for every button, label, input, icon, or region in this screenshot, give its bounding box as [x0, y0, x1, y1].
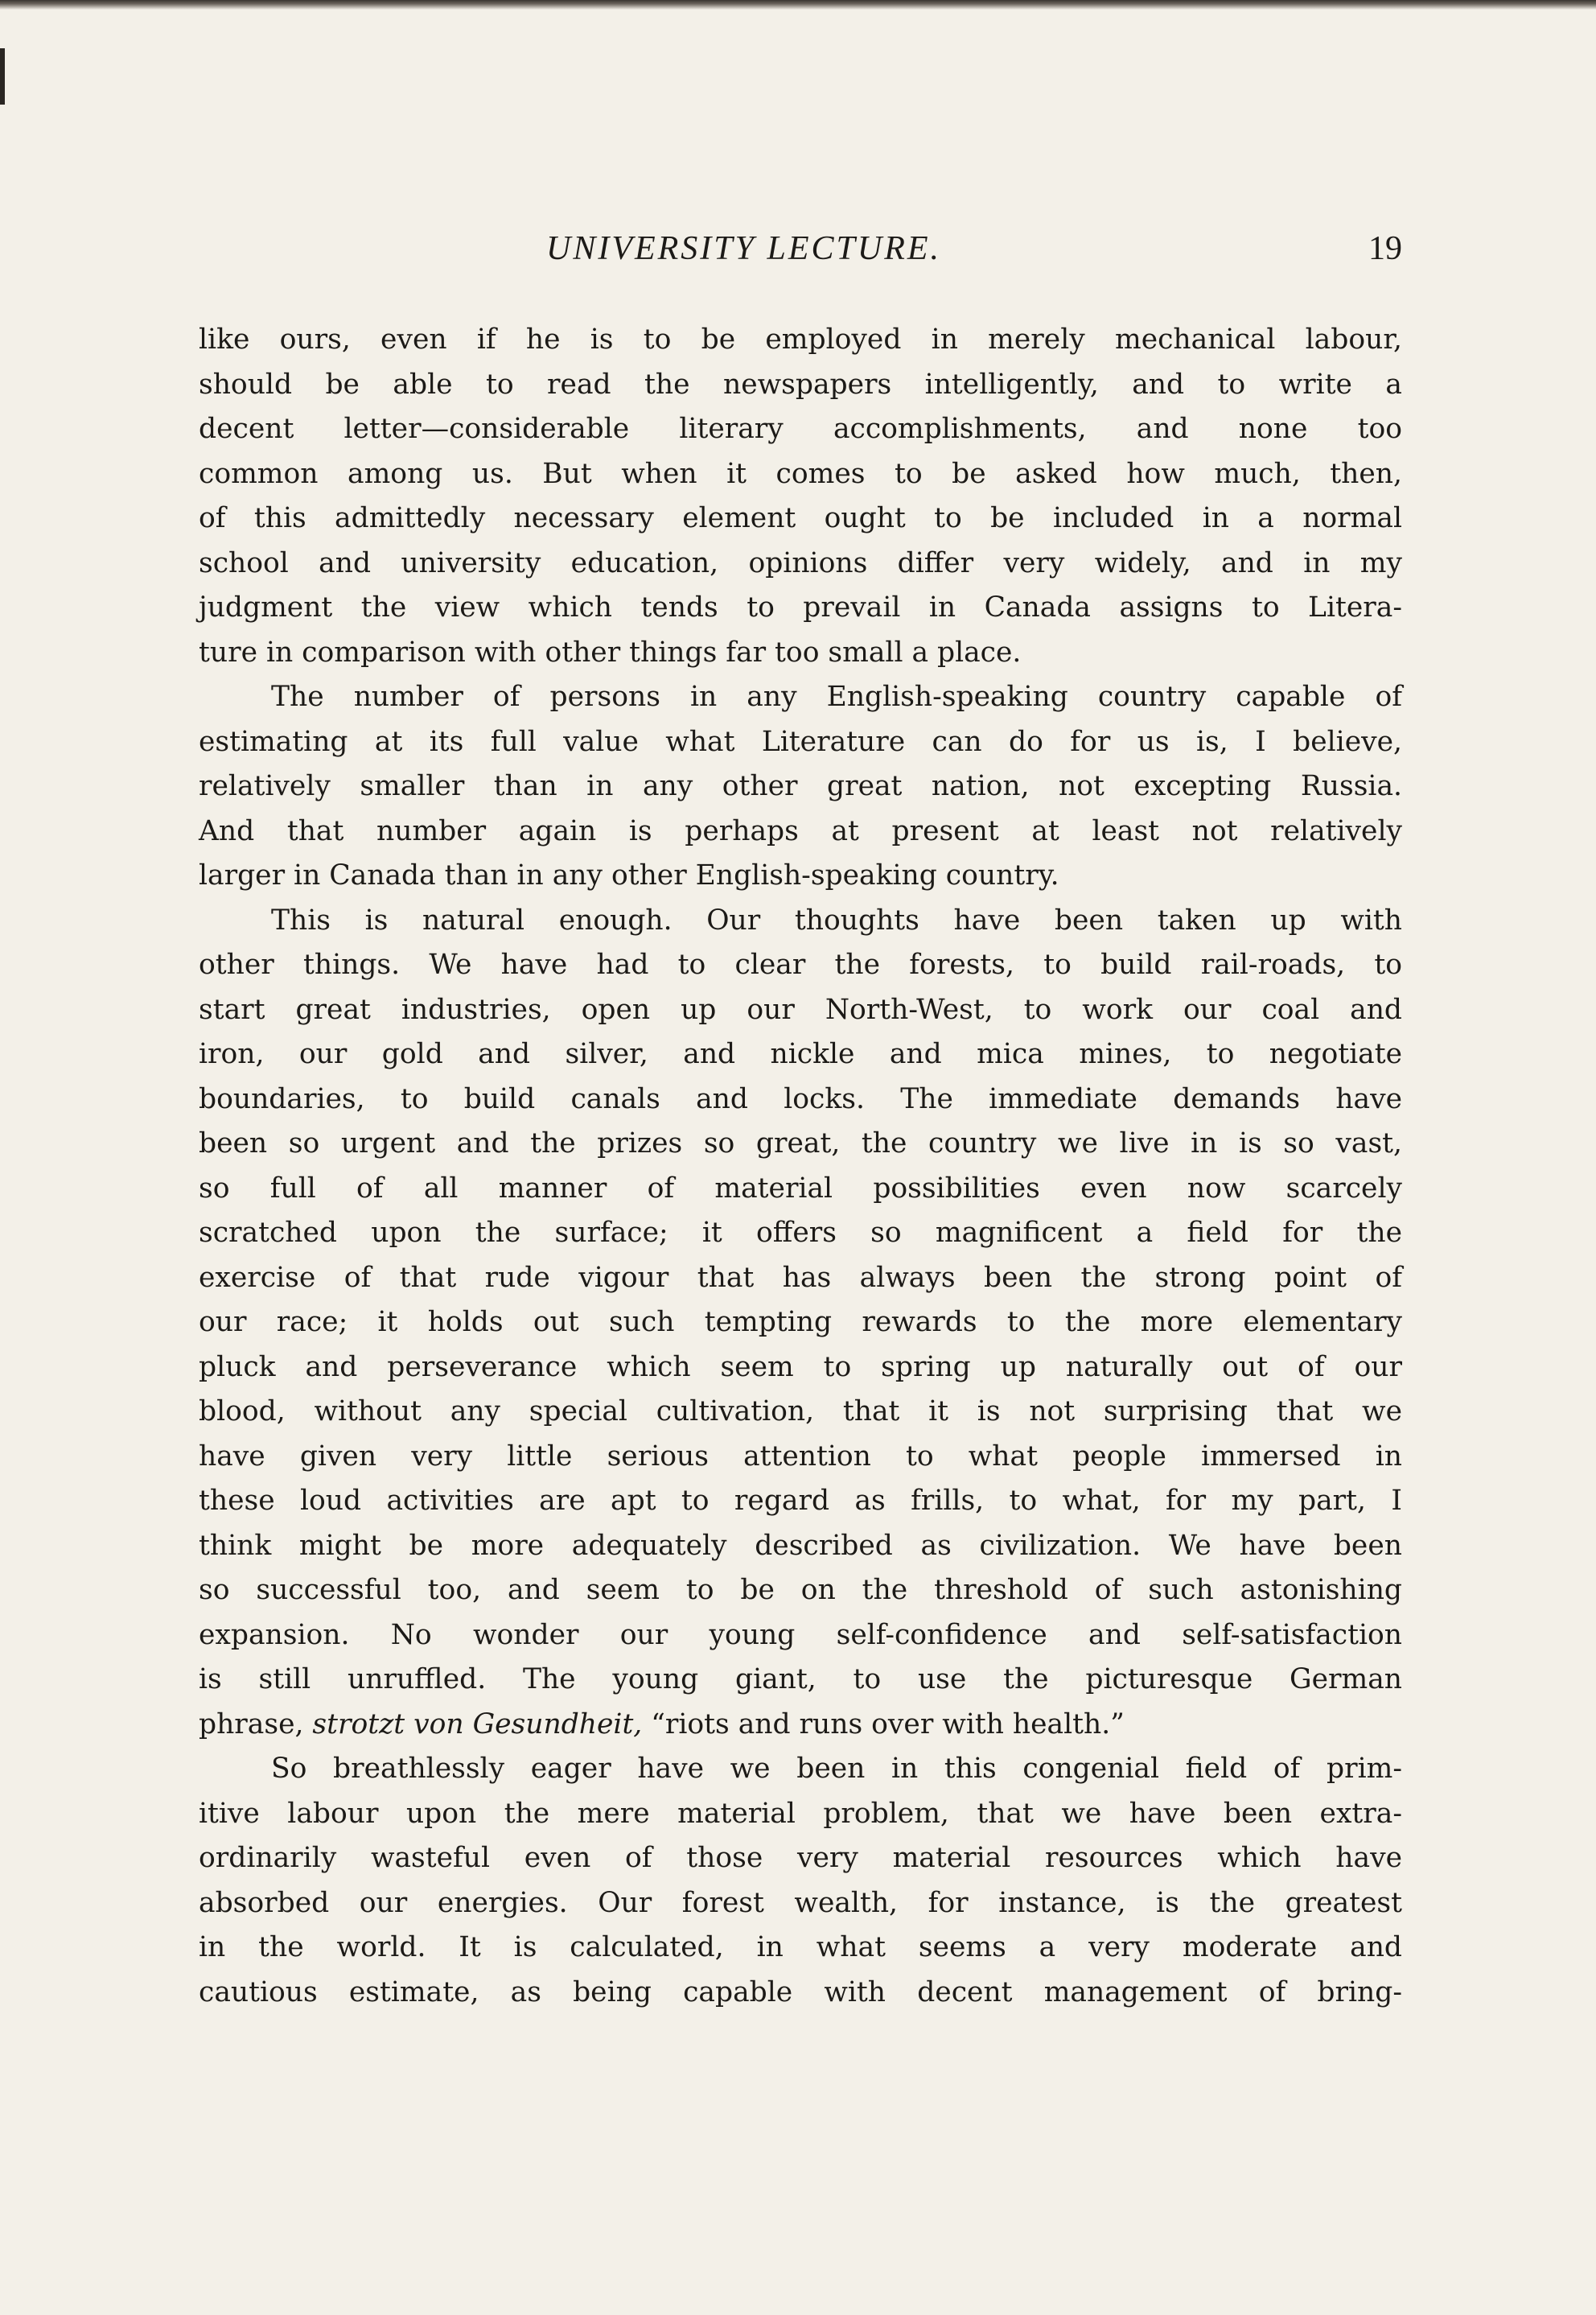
- text-run: “riots and runs over with health.”: [642, 1707, 1125, 1740]
- text-line: exercise of that rude vigour that has always been the strong point of: [199, 1261, 1402, 1294]
- text-line: This is natural enough. Our thoughts have been taken up with: [271, 904, 1402, 937]
- text-line: think might be more adequately described as civilization. We have been: [199, 1529, 1402, 1562]
- text-line: The number of persons in any English-speaking country capable of: [271, 681, 1402, 713]
- text-line: should be able to read the newspapers intelligently, and to write a: [199, 368, 1402, 401]
- text-line: So breathlessly eager have we been in this congenial field of prim-: [271, 1753, 1402, 1785]
- page-top-edge: [0, 0, 1596, 10]
- text-line: common among us. But when it comes to be asked how much, then,: [199, 457, 1402, 490]
- text-line: And that number again is perhaps at present at least not relatively: [199, 814, 1402, 847]
- text-line: like ours, even if he is to be employed in merely mechanical labour,: [199, 323, 1402, 356]
- body-text: [199, 318, 1402, 2015]
- running-head: [199, 229, 1402, 278]
- german-phrase: strotzt von Gesundheit,: [312, 1707, 643, 1740]
- text-line: boundaries, to build canals and locks. The immediate demands have: [199, 1082, 1402, 1115]
- text-line: cautious estimate, as being capable with decent management of bring-: [199, 1975, 1402, 2008]
- text-line: iron, our gold and silver, and nickle and mica mines, to negotiate: [199, 1038, 1402, 1070]
- text-line: start great industries, open up our North-West, to work our coal and: [199, 993, 1402, 1026]
- text-line: is still unruffled. The young giant, to use the picturesque German: [199, 1663, 1402, 1695]
- text-line: itive labour upon the mere material problem, that we have been extra-: [199, 1797, 1402, 1830]
- text-line: ture in comparison with other things far too small a place.: [199, 636, 1022, 669]
- text-line: these loud activities are apt to regard as frills, to what, for my part, I: [199, 1485, 1402, 1517]
- text-line: other things. We have had to clear the forests, to build rail-roads, to: [199, 949, 1402, 981]
- text-line: in the world. It is calculated, in what seems a very moderate and: [199, 1931, 1402, 1963]
- text-line: our race; it holds out such tempting rewards to the more elementary: [199, 1306, 1402, 1338]
- page-number: 19: [1368, 230, 1402, 267]
- text-line: expansion. No wonder our young self-confidence and self-satisfaction: [199, 1618, 1402, 1651]
- text-line: so full of all manner of material possibilities even now scarcely: [199, 1172, 1402, 1205]
- text-line: pluck and perseverance which seem to spring up naturally out of our: [199, 1350, 1402, 1383]
- text-line-with-quote: [199, 1703, 1402, 1748]
- text-line: judgment the view which tends to prevail in Canada assigns to Litera-: [199, 591, 1402, 624]
- text-line: been so urgent and the prizes so great, the country we live in is so vast,: [199, 1127, 1402, 1160]
- paragraph-2: [199, 675, 1402, 899]
- text-line: estimating at its full value what Literature can do for us is, I believe,: [199, 725, 1402, 758]
- running-title: UNIVERSITY LECTURE.: [546, 230, 942, 267]
- text-line: blood, without any special cultivation, that it is not surprising that we: [199, 1395, 1402, 1427]
- page-left-edge-mark: [0, 48, 5, 105]
- text-run: phrase,: [199, 1707, 313, 1740]
- paragraph-3: [199, 899, 1402, 1748]
- text-line: larger in Canada than in any other English-speaking country.: [199, 859, 1059, 892]
- text-line: so successful too, and seem to be on the threshold of such astonishing: [199, 1574, 1402, 1606]
- text-line: school and university education, opinions differ very widely, and in my: [199, 546, 1402, 579]
- paragraph-4: [199, 1747, 1402, 2015]
- text-line: ordinarily wasteful even of those very material resources which have: [199, 1842, 1402, 1874]
- text-line: have given very little serious attention to what people immersed in: [199, 1440, 1402, 1473]
- book-page: [199, 229, 1402, 2015]
- text-line: absorbed our energies. Our forest wealth, for instance, is the greatest: [199, 1886, 1402, 1919]
- text-line: scratched upon the surface; it offers so magnificent a field for the: [199, 1217, 1402, 1249]
- text-line: decent letter—considerable literary accomplishments, and none too: [199, 413, 1402, 445]
- text-line: of this admittedly necessary element ought to be included in a normal: [199, 502, 1402, 534]
- text-line: relatively smaller than in any other great nation, not excepting Russia.: [199, 770, 1402, 802]
- paragraph-1: [199, 318, 1402, 675]
